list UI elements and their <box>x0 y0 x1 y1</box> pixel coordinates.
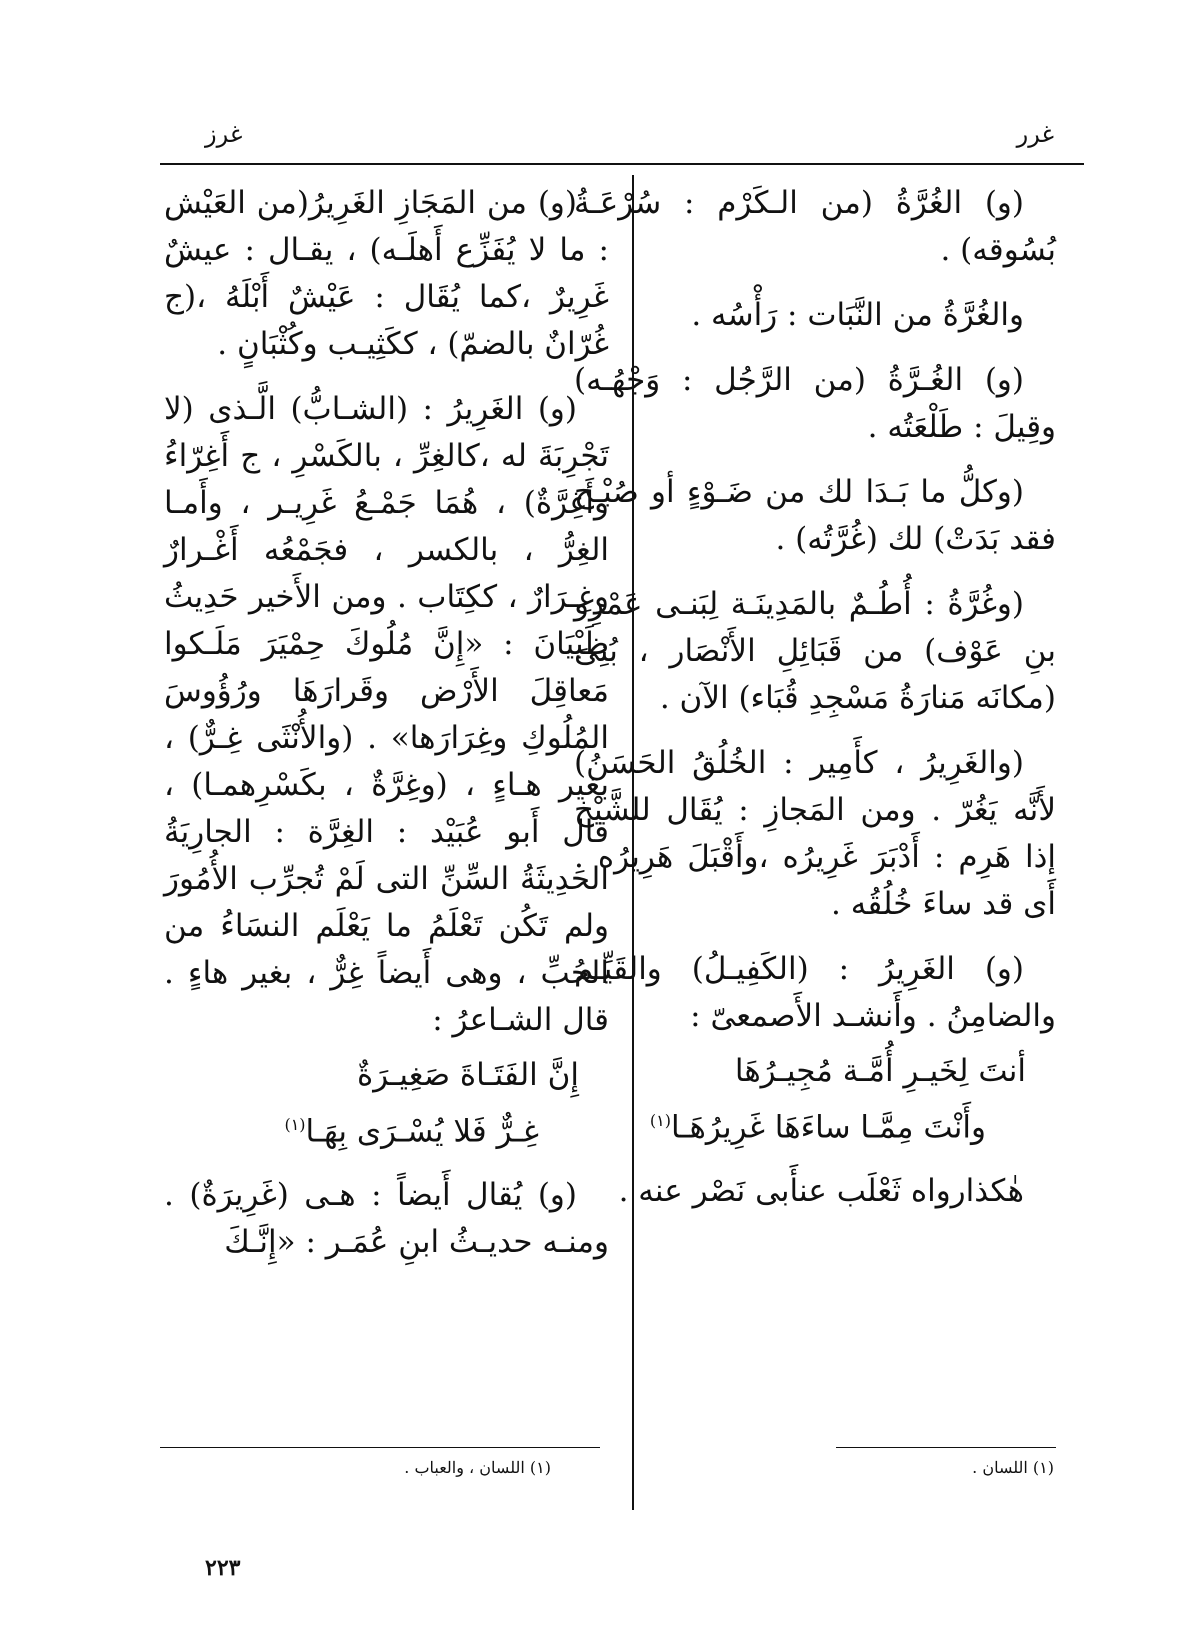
verse-line-text: وأَنْتَ مِمَّـا ساءَهَا غَرِيرُهَـا <box>671 1109 986 1146</box>
running-head-right: غرر <box>1016 120 1054 148</box>
footnote-left: (١) اللسان ، والعباب . <box>404 1458 551 1477</box>
verse-line <box>164 1100 579 1156</box>
verse-line-text: غِـرٌّ فَلا يُسْـرَى بِهَـا <box>305 1113 539 1150</box>
entry-paragraph: (و) من المَجَازِ الغَرِيرُ(من العَيْش : ما لا يُفَزِّع أَهلَـه) ، يقـال : عيشٌ غَرِيرٌ ،كما يُقَال : عَيْشٌ أَبْلَهُ ،(ج غُرّانٌ بالضمّ) ، ككَثِيـب وكُثْبَانٍ . <box>164 185 609 362</box>
header-rule <box>160 163 1084 165</box>
entry-paragraph: (وغُرَّةُ : أُطُـمٌ بالمَدِينَـة لِبَنـى عَمْرِو بنِ عَوْف) من قَبَائِلِ الأَنْصَار ، بُنِىَ (مكانَه مَنارَةُ مَسْجِدِ قُبَاء) الآن . <box>574 586 1056 716</box>
entry-paragraph: (و) الغُـرَّةُ (من الرَّجُل : وَجْهُـه) وقِيلَ : طَلْعَتُه . <box>574 362 1056 445</box>
verse-line: أنتَ لِخَيـرِ أُمَّـة مُجِيـرُهَا <box>734 1053 1026 1089</box>
entry-paragraph: والغُرَّةُ من النَّبَات : رَأْسُه . <box>691 297 1024 333</box>
poetry-verse <box>164 1050 609 1156</box>
running-head-left: غرز <box>205 120 243 148</box>
entry-paragraph: هٰكذارواه ثَعْلَب عنأَبى نَصْر عنه . <box>618 1173 1024 1210</box>
entry-paragraph: (و) الغُرَّةُ (من الـكَرْم : سُرْعَـةُ بُسُوقه) . <box>574 185 1056 268</box>
poetry-verse <box>574 1046 1056 1152</box>
entry-paragraph: (والغَرِيرُ ، كأَمِير : الخُلُقُ الحَسَنُ) لأَنَّه يَغُرّ . ومن المَجازِ : يُقَال للشَّيْخ إذا هَرِم : أَدْبَرَ غَرِيرُه ،وأَقْبَلَ هَرِيرُه . أَى قد ساءَ خُلُقُه . <box>574 745 1056 922</box>
footnote-right: (١) اللسان . <box>972 1458 1054 1477</box>
entry-paragraph: (و) الغَرِيرُ : (الكَفِيـلُ) والقَيِّـم والضامِنُ . وأَنشـد الأَصمعىّ : <box>574 951 1056 1034</box>
page-number: ٢٢٣ <box>205 1555 241 1581</box>
left-column <box>164 180 609 1284</box>
entry-paragraph: (و) يُقال أَيضاً : هـى (غَرِيرَةٌ) . ومنـه حديـثُ ابنِ عُمَـر : «إِنَّـكَ <box>164 1177 609 1261</box>
footnote-marker: (١) <box>649 1111 672 1130</box>
footnote-rule-left <box>160 1447 600 1448</box>
right-column <box>574 180 1056 1233</box>
verse-line <box>574 1096 1026 1152</box>
entry-paragraph: (و) الغَرِيرُ : (الشـابُّ) الَّـذى (لا تَجْرِبَةَ له ،كالغِرِّ ، بالكَسْرِ ، ج أَغِرّاءُ وأَغِرَّةٌ) ، هُمَا جَمْـعُ غَرِيـر ، وأَمـا الغِرُّ ، بالكسر ، فجَمْعُه أَغْـرارٌ وغِـرَارٌ ، ككِتَاب . ومن الأَخير حَدِيثُ ظَبْيَانَ : «إِنَّ مُلُوكَ حِمْيَرَ مَلَـكوا مَعاقِلَ الأَرْض وقَرارَهَا ورُؤُوسَ المُلُوكِ وغِرَارَها» . (والأُنْثَى غِـرٌّ) ، بغير هـاءٍ ، (وغِرَّةٌ ، بكَسْرِهمـا) ، قال أَبو عُبَيْد : الغِرَّة : الجارِيَةُ الحَدِيثَةُ السِّنِّ التى لَمْ تُجرِّب الأُمُورَ ولم تَكُن تَعْلَمُ ما يَعْلَم النسَاءُ من الحُبِّ ، وهى أَيضاً غِرٌّ ، بغير هاءٍ . قال الشـاعرُ : <box>164 391 609 1038</box>
footnote-marker: (١) <box>284 1115 306 1134</box>
entry-paragraph: (وكلُّ ما بَـدَا لك من ضَـوْءٍ أو صُبْـح فقد بَدَتْ) لك (غُرَّتُه) . <box>574 474 1056 557</box>
footnote-rule-right <box>836 1447 1056 1448</box>
verse-line: إِنَّ الفَتَـاةَ صَغِيـرَةٌ <box>356 1057 579 1093</box>
